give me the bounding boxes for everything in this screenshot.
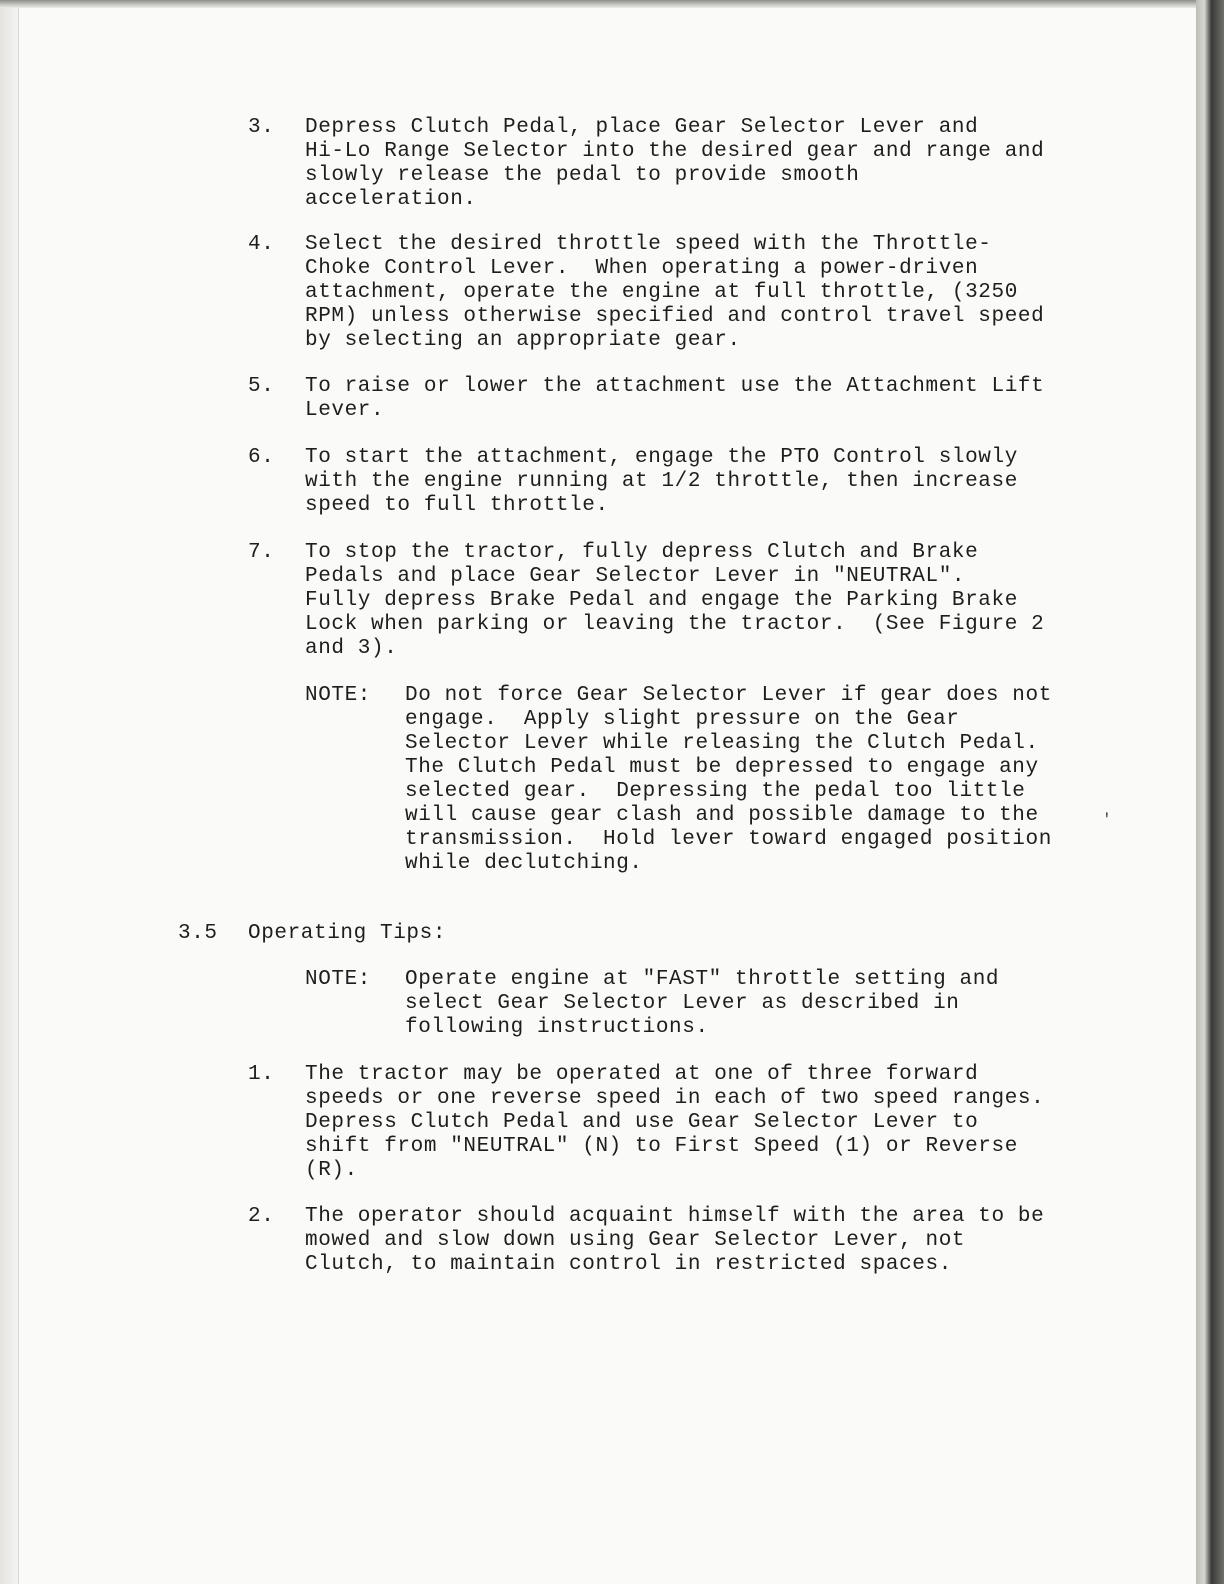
list-item-number: 7. (248, 541, 275, 564)
list-item-number: 6. (248, 446, 275, 469)
text-line: select Gear Selector Lever as described in (405, 992, 960, 1015)
text-line: Select the desired throttle speed with the Throttle- (305, 233, 992, 256)
note-text (405, 968, 999, 1040)
text-line: (R). (305, 1159, 358, 1182)
stray-mark: ′ (1102, 811, 1113, 829)
text-line: will cause gear clash and possible damage to the (405, 804, 1039, 827)
text-line: transmission. Hold lever toward engaged position (405, 828, 1052, 851)
text-line: speeds or one reverse speed in each of two speed ranges. (305, 1087, 1045, 1110)
text-line: Lock when parking or leaving the tractor. (See Figure 2 (305, 613, 1045, 636)
text-line: Depress Clutch Pedal and use Gear Selector Lever to (305, 1111, 979, 1134)
text-line: engage. Apply slight pressure on the Gear (405, 708, 960, 731)
text-line: Do not force Gear Selector Lever if gear does not (405, 684, 1052, 707)
text-line: with the engine running at 1/2 throttle, then increase (305, 470, 1018, 493)
text-line: The Clutch Pedal must be depressed to engage any (405, 756, 1039, 779)
text-line: To start the attachment, engage the PTO Control slowly (305, 446, 1018, 469)
list-item-number: 4. (248, 233, 275, 256)
text-line: and 3). (305, 637, 398, 660)
list-item-text (305, 446, 1125, 518)
note-label: NOTE: (305, 684, 372, 707)
text-line: The tractor may be operated at one of three forward (305, 1063, 979, 1086)
list-item-text (305, 1063, 1125, 1183)
note-text (405, 684, 1052, 876)
text-line: by selecting an appropriate gear. (305, 329, 741, 352)
section-title: Operating Tips: (248, 922, 447, 945)
text-line: Hi-Lo Range Selector into the desired gear and range and (305, 140, 1045, 163)
list-item-text (305, 375, 1125, 423)
text-line: speed to full throttle. (305, 494, 609, 517)
text-line: slowly release the pedal to provide smooth (305, 164, 860, 187)
text-line: shift from "NEUTRAL" (N) to First Speed (1) or Reverse (305, 1135, 1018, 1158)
list-item-number: 1. (248, 1063, 275, 1086)
list-item-number: 5. (248, 375, 275, 398)
list-item-text (305, 1205, 1125, 1277)
text-line: attachment, operate the engine at full throttle, (3250 (305, 281, 1018, 304)
list-item-text (305, 116, 1125, 212)
text-line: The operator should acquaint himself with the area to be (305, 1205, 1045, 1228)
text-line: acceleration. (305, 188, 477, 211)
text-line: To raise or lower the attachment use the Attachment Lift (305, 375, 1045, 398)
section-number: 3.5 (178, 922, 218, 945)
text-line: Choke Control Lever. When operating a power-driven (305, 257, 979, 280)
text-line: following instructions. (405, 1016, 709, 1039)
text-line: mowed and slow down using Gear Selector Lever, not (305, 1229, 966, 1252)
text-line: To stop the tractor, fully depress Clutch and Brake (305, 541, 979, 564)
list-item-number: 2. (248, 1205, 275, 1228)
note-label: NOTE: (305, 968, 372, 991)
text-line: Pedals and place Gear Selector Lever in "NEUTRAL". (305, 565, 966, 588)
text-line: while declutching. (405, 852, 643, 875)
text-line: RPM) unless otherwise specified and control travel speed (305, 305, 1045, 328)
text-line: Clutch, to maintain control in restricted spaces. (305, 1253, 952, 1276)
text-line: Fully depress Brake Pedal and engage the Parking Brake (305, 589, 1018, 612)
text-line: Operate engine at "FAST" throttle setting and (405, 968, 1000, 991)
list-item-text (305, 233, 1125, 353)
list-item-number: 3. (248, 116, 275, 139)
text-line: Selector Lever while releasing the Clutch Pedal. (405, 732, 1039, 755)
text-line: Depress Clutch Pedal, place Gear Selector Lever and (305, 116, 979, 139)
text-line: selected gear. Depressing the pedal too little (405, 780, 1026, 803)
list-item-text (305, 541, 1125, 661)
text-line: Lever. (305, 399, 385, 422)
